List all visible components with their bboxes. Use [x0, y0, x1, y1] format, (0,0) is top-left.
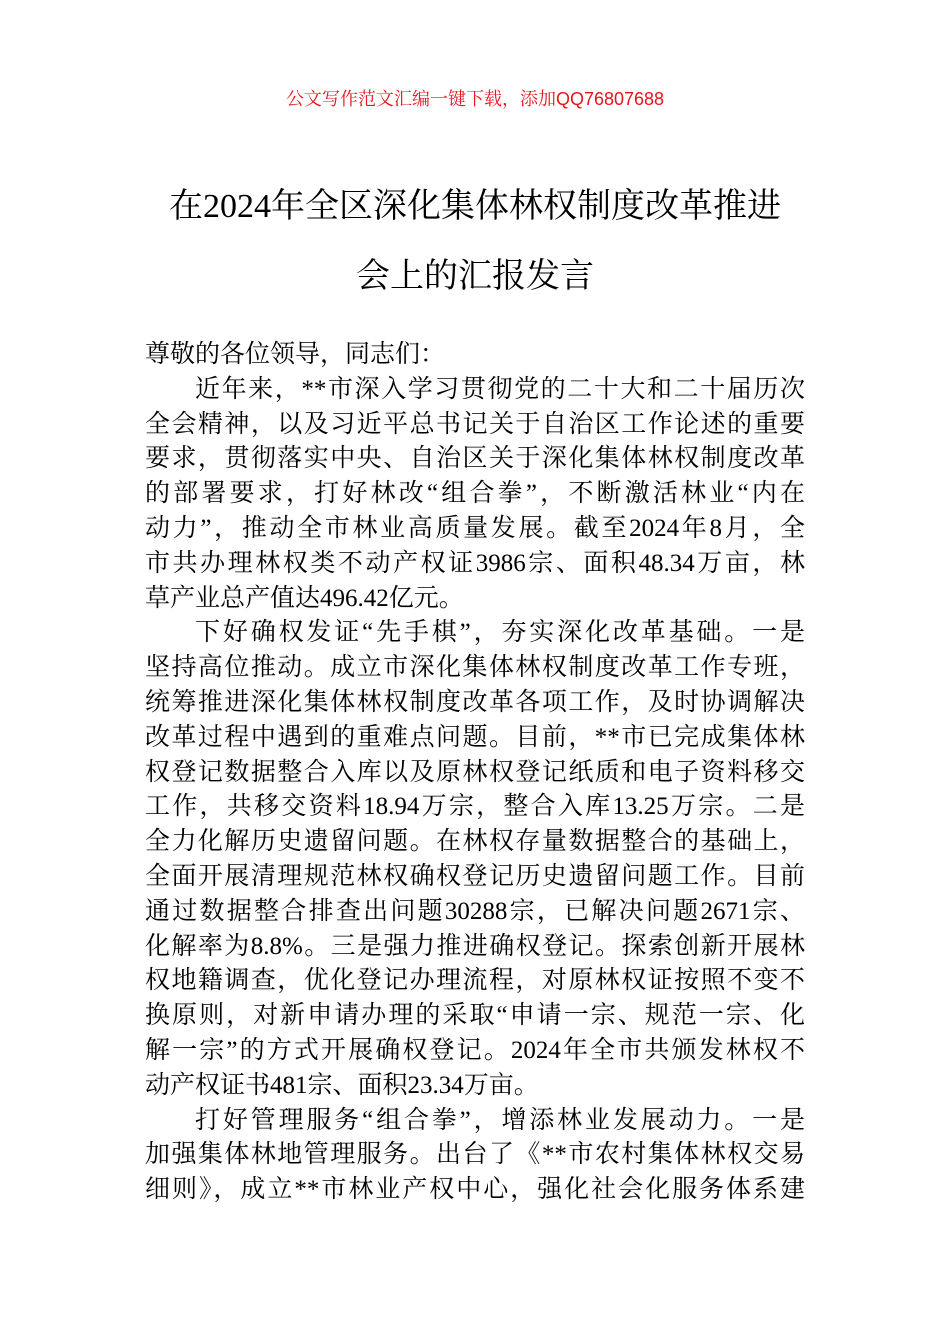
paragraph-line: 权登记数据整合入库以及原林权登记纸质和电子资料移交 — [145, 758, 805, 786]
paragraph-line: 打好管理服务“组合拳”，增添林业发展动力。一是 — [195, 1106, 805, 1134]
paragraph-line: 动力”，推动全市林业高质量发展。截至2024年8月，全 — [145, 514, 805, 542]
document-title-line-1: 在2024年全区深化集体林权制度改革推进 — [169, 188, 781, 225]
paragraph-line: 近年来，**市深入学习贯彻党的二十大和二十届历次 — [195, 375, 805, 403]
paragraph-line: 市共办理林权类不动产权证3986宗、面积48.34万亩，林 — [145, 549, 805, 577]
paragraph-line: 细则》，成立**市林业产权中心，强化社会化服务体系建 — [145, 1176, 805, 1204]
salutation: 尊敬的各位领导，同志们： — [145, 341, 446, 368]
paragraph-line: 的部署要求，打好林改“组合拳”，不断激活林业“内在 — [145, 480, 805, 508]
paragraph-line: 全面开展清理规范林权确权登记历史遗留问题工作。目前 — [145, 862, 805, 890]
paragraph-line: 权地籍调查，优化登记办理流程，对原林权证按照不变不 — [145, 967, 805, 995]
paragraph-line: 改革过程中遇到的重难点问题。目前，**市已完成集体林 — [145, 723, 805, 751]
paragraph-line: 统筹推进深化集体林权制度改革各项工作，及时协调解决 — [145, 688, 805, 716]
paragraph-line: 全力化解历史遗留问题。在林权存量数据整合的基础上， — [145, 828, 805, 856]
document-title-line-2: 会上的汇报发言 — [356, 258, 594, 295]
paragraph-line: 坚持高位推动。成立市深化集体林权制度改革工作专班， — [145, 654, 805, 682]
paragraph-line: 通过数据整合排查出问题30288宗，已解决问题2671宗、 — [145, 897, 805, 925]
paragraph-line: 要求，贯彻落实中央、自治区关于深化集体林权制度改革 — [145, 445, 805, 473]
watermark-header: 公文写作范文汇编一键下载，添加QQ76807688 — [285, 89, 665, 109]
paragraph-line: 下好确权发证“先手棋”，夯实深化改革基础。一是 — [195, 619, 805, 647]
document-body — [145, 338, 805, 1208]
paragraph-line: 工作，共移交资料18.94万宗，整合入库13.25万宗。二是 — [145, 793, 805, 821]
paragraph-line: 动产权证书481宗、面积23.34万亩。 — [145, 1071, 539, 1099]
paragraph-line: 全会精神，以及习近平总书记关于自治区工作论述的重要 — [145, 410, 805, 438]
paragraph-line: 解一宗”的方式开展确权登记。2024年全市共颁发林权不 — [145, 1036, 805, 1064]
paragraph-line: 化解率为8.8%。三是强力推进确权登记。探索创新开展林 — [145, 932, 805, 960]
paragraph-line: 草产业总产值达496.42亿元。 — [145, 584, 464, 612]
paragraph-line: 加强集体林地管理服务。出台了《**市农村集体林权交易 — [145, 1141, 805, 1169]
paragraph-line: 换原则，对新申请办理的采取“申请一宗、规范一宗、化 — [145, 1002, 805, 1030]
